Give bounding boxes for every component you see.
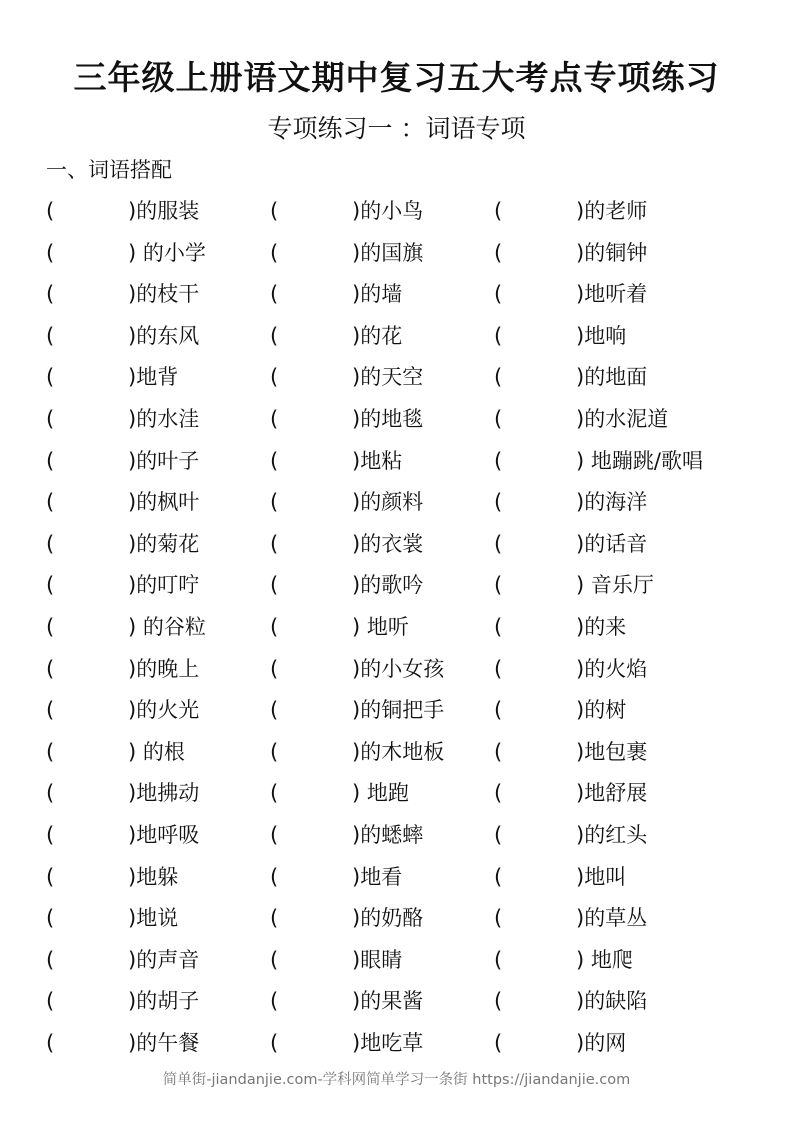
phrase-item: )的歌吟: [352, 573, 424, 598]
phrase-item: )的奶酪: [352, 906, 424, 931]
blank-open-paren: (: [494, 656, 503, 681]
table-row: [0, 482, 793, 524]
blank-open-paren: (: [270, 406, 279, 431]
phrase-item: )的蟋蟀: [352, 822, 424, 847]
phrase-item: )的木地板: [352, 739, 445, 764]
phrase-item: )的服装: [128, 199, 200, 223]
blank-open-paren: (: [270, 864, 279, 889]
phrase-item: )的草丛: [576, 906, 648, 931]
phrase-item: )地粘: [352, 448, 403, 473]
phrase-item: )的果酱: [352, 989, 424, 1014]
blank-open-paren: (: [270, 448, 279, 473]
phrase-item: )的墙: [352, 282, 403, 307]
phrase-item: )地背: [128, 365, 179, 390]
blank-open-paren: (: [494, 406, 503, 431]
phrase-item: ) 地跑: [352, 781, 409, 806]
blank-open-paren: (: [46, 199, 55, 223]
phrase-item: )的菊花: [128, 531, 200, 556]
phrase-item: )的缺陷: [576, 989, 648, 1014]
blank-open-paren: (: [494, 365, 503, 390]
phrase-item: )地吃草: [352, 1030, 424, 1055]
blank-open-paren: (: [494, 906, 503, 931]
phrase-item: )地拂动: [128, 781, 200, 806]
table-row: [0, 732, 793, 774]
phrase-item: )的小鸟: [352, 199, 424, 223]
phrase-item: )的叶子: [128, 448, 200, 473]
phrase-item: )的胡子: [128, 989, 200, 1014]
blank-open-paren: (: [46, 323, 55, 348]
blank-open-paren: (: [494, 864, 503, 889]
table-row: [0, 940, 793, 982]
blank-open-paren: (: [46, 573, 55, 598]
blank-open-paren: (: [270, 739, 279, 764]
phrase-item: )眼睛: [352, 947, 403, 972]
blank-open-paren: (: [270, 989, 279, 1014]
table-row: [0, 690, 793, 732]
blank-open-paren: (: [494, 739, 503, 764]
blank-open-paren: (: [46, 365, 55, 390]
table-row: [0, 1023, 793, 1065]
phrase-item: )地说: [128, 906, 179, 931]
table-row: [0, 441, 793, 483]
blank-open-paren: (: [46, 864, 55, 889]
phrase-item: )的枝干: [128, 282, 200, 307]
phrase-item: )的花: [352, 323, 403, 348]
blank-open-paren: (: [46, 739, 55, 764]
phrase-item: )地舒展: [576, 781, 648, 806]
table-row: [0, 607, 793, 649]
phrase-item: )的话音: [576, 531, 648, 556]
blank-open-paren: (: [494, 1030, 503, 1055]
blank-open-paren: (: [494, 490, 503, 515]
phrase-item: )的火焰: [576, 656, 648, 681]
blank-open-paren: (: [494, 531, 503, 556]
blank-open-paren: (: [46, 614, 55, 639]
blank-open-paren: (: [494, 573, 503, 598]
blank-open-paren: (: [270, 365, 279, 390]
blank-open-paren: (: [270, 656, 279, 681]
phrase-item: )的声音: [128, 947, 200, 972]
blank-open-paren: (: [46, 240, 55, 265]
table-row: [0, 191, 793, 233]
phrase-item: )的水泥道: [576, 406, 669, 431]
phrase-item: ) 的小学: [128, 240, 206, 265]
phrase-item: )地叫: [576, 864, 627, 889]
blank-open-paren: (: [46, 989, 55, 1014]
phrase-item: )的午餐: [128, 1030, 200, 1055]
blank-open-paren: (: [494, 822, 503, 847]
phrase-item: )的天空: [352, 365, 424, 390]
blank-open-paren: (: [494, 199, 503, 223]
phrase-item: )的颜料: [352, 490, 424, 515]
word-matching-grid: [0, 191, 793, 1064]
phrase-item: )地包裹: [576, 739, 648, 764]
phrase-item: )的叮咛: [128, 573, 200, 598]
table-row: [0, 316, 793, 358]
phrase-item: )的红头: [576, 822, 648, 847]
blank-open-paren: (: [270, 614, 279, 639]
blank-open-paren: (: [46, 531, 55, 556]
phrase-item: ) 地听: [352, 614, 409, 639]
page-footer: 简单街-jiandanjie.com-学科网简单学习一条街 https://jiandanjie.com: [162, 1072, 631, 1088]
section-heading: 一、词语搭配: [46, 158, 172, 182]
table-row: [0, 857, 793, 899]
blank-open-paren: (: [494, 698, 503, 723]
phrase-item: )的老师: [576, 199, 648, 223]
phrase-item: )的海洋: [576, 490, 648, 515]
phrase-item: ) 的根: [128, 739, 185, 764]
phrase-item: )的水洼: [128, 406, 200, 431]
phrase-item: )的来: [576, 614, 627, 639]
phrase-item: ) 地蹦跳/歌唱: [576, 448, 703, 473]
blank-open-paren: (: [270, 1030, 279, 1055]
blank-open-paren: (: [46, 656, 55, 681]
phrase-item: )的枫叶: [128, 490, 200, 515]
blank-open-paren: (: [270, 698, 279, 723]
phrase-item: )的小女孩: [352, 656, 445, 681]
blank-open-paren: (: [46, 822, 55, 847]
blank-open-paren: (: [494, 323, 503, 348]
blank-open-paren: (: [270, 490, 279, 515]
phrase-item: )的铜把手: [352, 698, 445, 723]
blank-open-paren: (: [270, 240, 279, 265]
table-row: [0, 399, 793, 441]
blank-open-paren: (: [270, 573, 279, 598]
blank-open-paren: (: [494, 448, 503, 473]
phrase-item: ) 音乐厅: [576, 573, 654, 598]
table-row: [0, 524, 793, 566]
blank-open-paren: (: [46, 698, 55, 723]
blank-open-paren: (: [46, 781, 55, 806]
blank-open-paren: (: [46, 448, 55, 473]
phrase-item: )的衣裳: [352, 531, 424, 556]
table-row: [0, 274, 793, 316]
blank-open-paren: (: [270, 947, 279, 972]
phrase-item: ) 地爬: [576, 947, 633, 972]
phrase-item: )的树: [576, 698, 627, 723]
blank-open-paren: (: [494, 989, 503, 1014]
phrase-item: )的地面: [576, 365, 648, 390]
table-row: [0, 233, 793, 275]
blank-open-paren: (: [494, 282, 503, 307]
phrase-item: )的国旗: [352, 240, 424, 265]
blank-open-paren: (: [270, 781, 279, 806]
blank-open-paren: (: [494, 240, 503, 265]
blank-open-paren: (: [270, 531, 279, 556]
phrase-item: )地看: [352, 864, 403, 889]
blank-open-paren: (: [494, 947, 503, 972]
blank-open-paren: (: [46, 906, 55, 931]
phrase-item: )的铜钟: [576, 240, 648, 265]
phrase-item: )地响: [576, 323, 627, 348]
blank-open-paren: (: [46, 1030, 55, 1055]
phrase-item: )地呼吸: [128, 822, 200, 847]
blank-open-paren: (: [270, 906, 279, 931]
page-title: 三年级上册语文期中复习五大考点专项练习: [73, 58, 720, 97]
table-row: [0, 898, 793, 940]
table-row: [0, 773, 793, 815]
blank-open-paren: (: [46, 406, 55, 431]
phrase-item: )地躲: [128, 864, 179, 889]
table-row: [0, 649, 793, 691]
blank-open-paren: (: [46, 282, 55, 307]
page-subtitle: 专项练习一 ：词语专项: [267, 114, 526, 143]
blank-open-paren: (: [46, 490, 55, 515]
phrase-item: )地听着: [576, 282, 648, 307]
phrase-item: ) 的谷粒: [128, 614, 206, 639]
phrase-item: )的晚上: [128, 656, 200, 681]
phrase-item: )的地毯: [352, 406, 424, 431]
table-row: [0, 357, 793, 399]
blank-open-paren: (: [270, 822, 279, 847]
blank-open-paren: (: [270, 282, 279, 307]
phrase-item: )的网: [576, 1030, 627, 1055]
blank-open-paren: (: [494, 781, 503, 806]
blank-open-paren: (: [270, 199, 279, 223]
blank-open-paren: (: [270, 323, 279, 348]
blank-open-paren: (: [494, 614, 503, 639]
table-row: [0, 565, 793, 607]
phrase-item: )的东风: [128, 323, 200, 348]
blank-open-paren: (: [46, 947, 55, 972]
table-row: [0, 815, 793, 857]
table-row: [0, 981, 793, 1023]
phrase-item: )的火光: [128, 698, 200, 723]
